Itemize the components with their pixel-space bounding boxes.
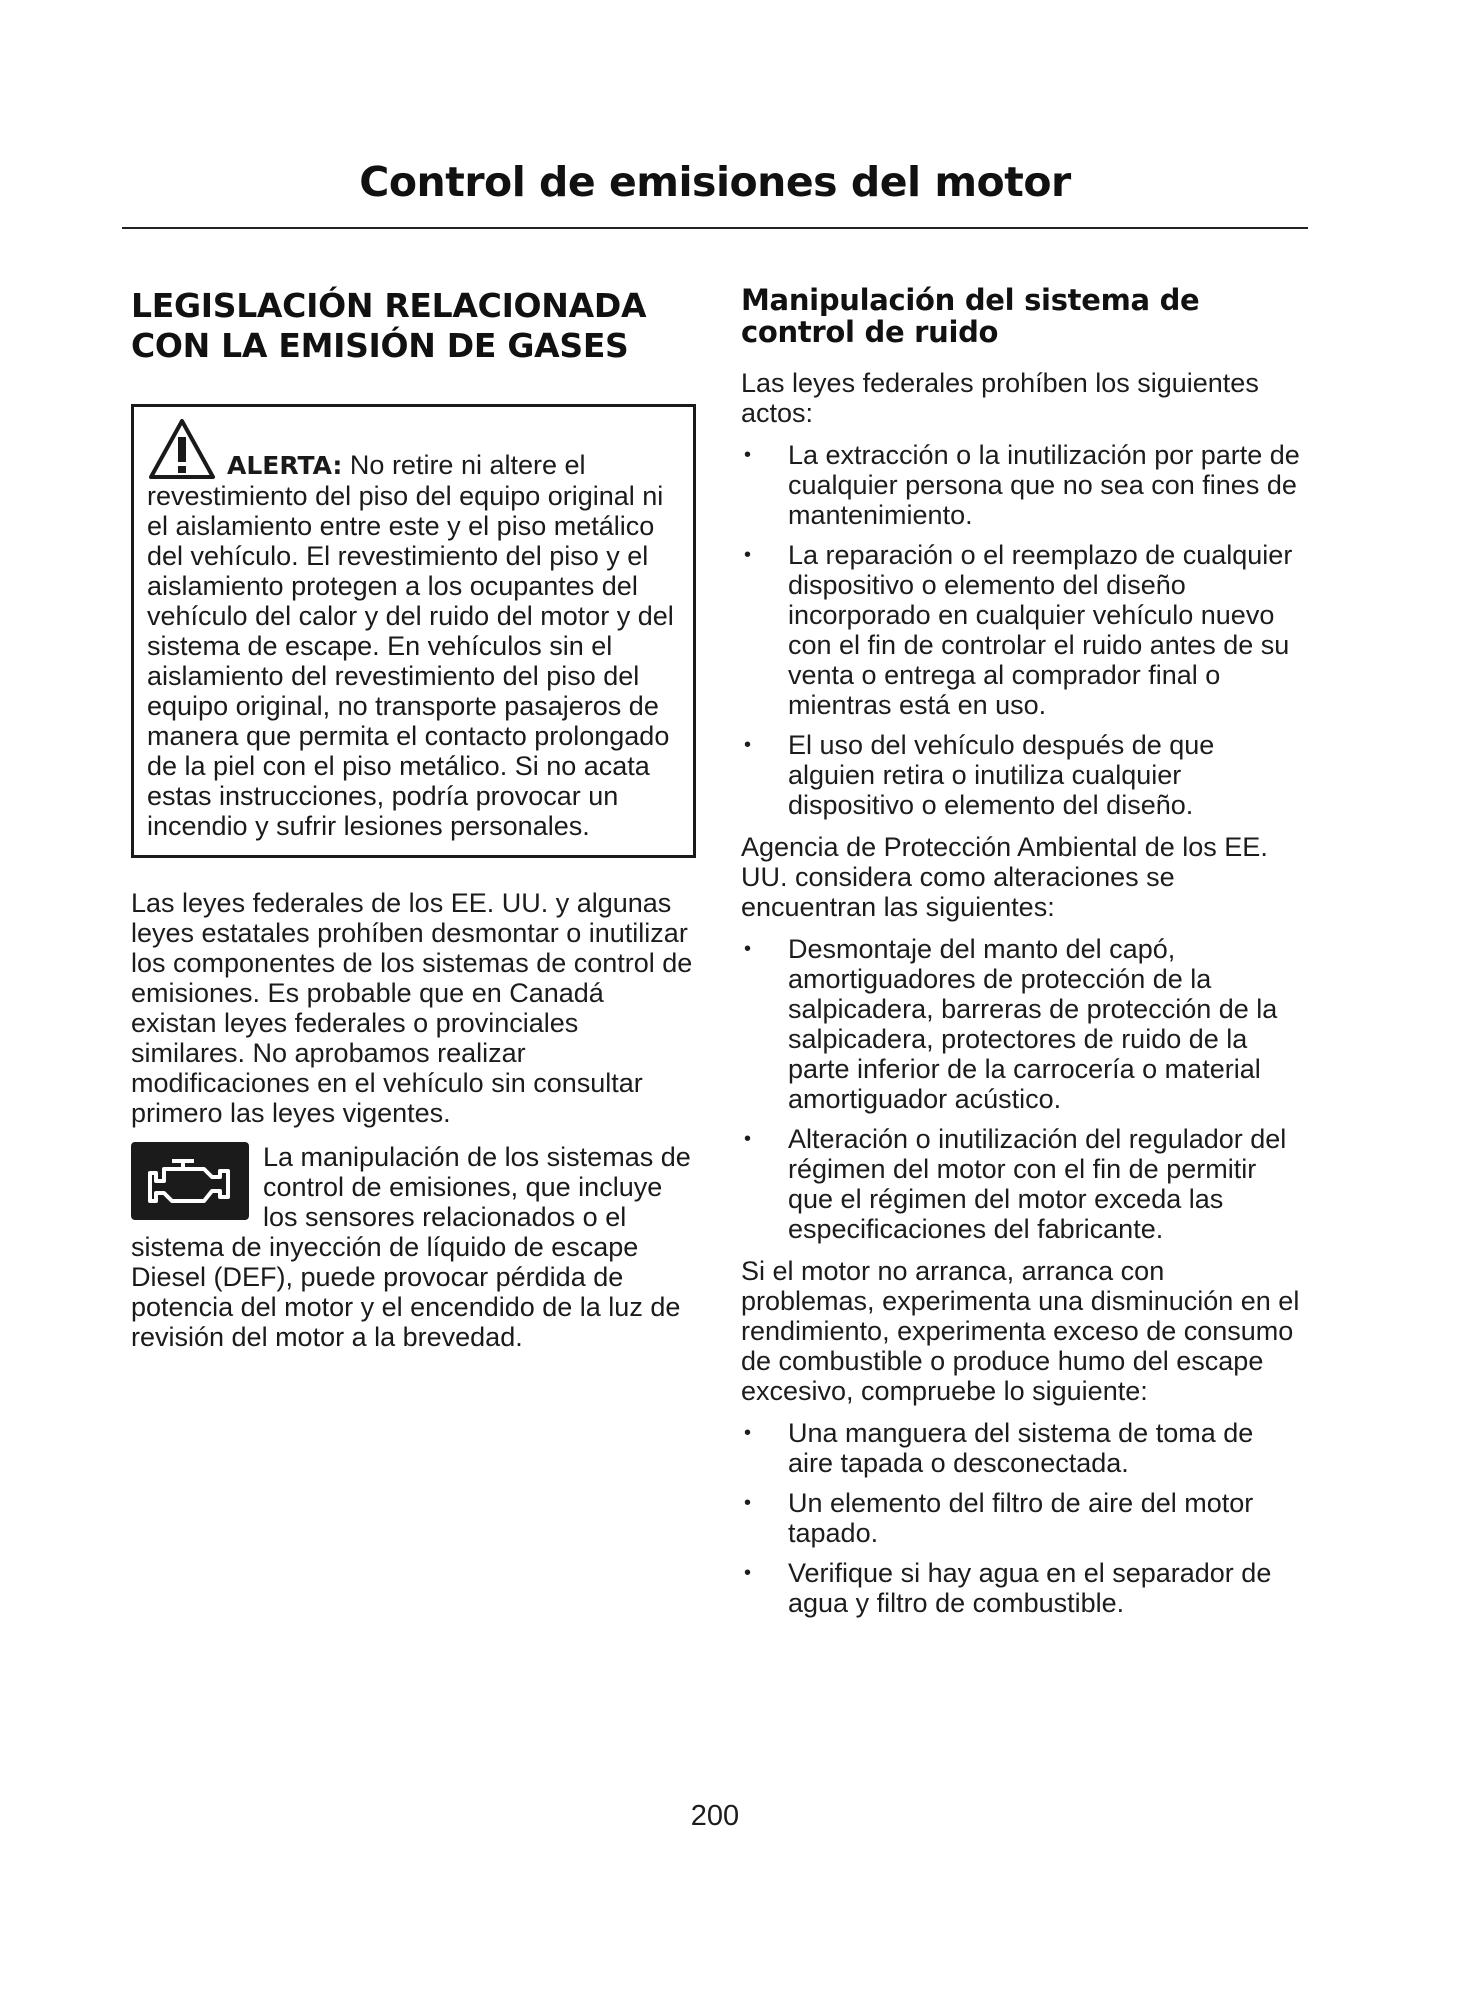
- troubleshoot-list: [741, 1418, 1303, 1618]
- bullet-icon: •: [744, 1492, 752, 1514]
- legislation-paragraph: Las leyes federales de los EE. UU. y algunas leyes estatales prohíben desmontar o inutilizar los componentes de los sistemas de control de emisiones. Es probable que en Canadá existan leyes federales o provinciales similares. No aprobamos realizar modificaciones en el vehículo sin consultar primero las leyes vigentes.: [131, 888, 693, 1128]
- bullet-icon: •: [744, 1422, 752, 1444]
- warning-text: revestimiento del piso del equipo original ni el aislamiento entre este y el piso metálico del vehículo. El revestimiento del piso y el aislamiento protegen a los ocupantes del vehículo del calor y del ruido del motor y del sistema de escape. En vehículos sin el aislamiento del revestimiento del piso del equipo original, no transporte pasajeros de manera que permita el contacto prolongado de la piel con el piso metálico. Si no acata estas instrucciones, podría provocar un incendio y sufrir lesiones personales.: [147, 481, 674, 841]
- troubleshoot-paragraph: Si el motor no arranca, arranca con problemas, experimenta una disminución en el rendimiento, experimenta exceso de consumo de combustible o produce humo del escape excesivo, compruebe lo siguiente:: [741, 1256, 1300, 1406]
- list-item: • Una manguera del sistema de toma de aire tapada o desconectada.: [744, 1418, 1254, 1478]
- list-item: • Un elemento del filtro de aire del motor tapado.: [744, 1488, 1254, 1548]
- bullet-icon: •: [744, 1562, 752, 1584]
- section-heading-noise-control: Manipulación del sistema de control de ruido: [741, 283, 1200, 349]
- list-item: • Alteración o inutilización del regulador del régimen del motor con el fin de permitir que el régimen del motor exceda las especificaciones del fabricante.: [744, 1124, 1287, 1244]
- section-heading-legislation: LEGISLACIÓN RELACIONADA CON LA EMISIÓN DE GASES: [131, 286, 647, 365]
- list-item: • La reparación o el reemplazo de cualquier dispositivo o elemento del diseño incorporado en cualquier vehículo nuevo con el fin de controlar el ruido antes de su venta o entrega al comprador final o mientras está en uso.: [744, 540, 1293, 720]
- prohibited-acts-list: [741, 440, 1303, 820]
- tampering-list: [741, 934, 1303, 1244]
- page-title: Control de emisiones del motor: [359, 158, 1071, 206]
- bullet-icon: •: [744, 544, 752, 566]
- bullet-icon: •: [744, 444, 752, 466]
- warning-label: ALERTA:: [227, 451, 343, 480]
- left-column: [131, 280, 696, 1352]
- warning-first-line: No retire ni altere el: [349, 450, 586, 480]
- right-column: [741, 280, 1303, 1630]
- bullet-icon: •: [744, 1128, 752, 1150]
- bullet-icon: •: [744, 734, 752, 756]
- engine-note: [131, 1142, 696, 1352]
- title-divider: [122, 227, 1308, 229]
- epa-paragraph: Agencia de Protección Ambiental de los EE. UU. considera como alteraciones se encuentran las siguientes:: [741, 832, 1268, 922]
- list-item: • Desmontaje del manto del capó, amortiguadores de protección de la salpicadera, barreras de protección de la salpicadera, protectores de ruido de la parte inferior de la carrocería o material amortiguador acústico.: [744, 934, 1278, 1114]
- list-item: • El uso del vehículo después de que alguien retira o inutiliza cualquier dispositivo o elemento del diseño.: [744, 730, 1215, 820]
- warning-triangle-icon: [147, 417, 217, 481]
- noise-intro: Las leyes federales prohíben los siguientes actos:: [741, 368, 1259, 428]
- bullet-icon: •: [744, 938, 752, 960]
- list-item: • La extracción o la inutilización por parte de cualquier persona que no sea con fines de mantenimiento.: [744, 440, 1300, 530]
- engine-note-text: La manipulación de los sistemas de control de emisiones, que incluye los sensores relacionados o el sistema de inyección de líquido de escape Diesel (DEF), puede provocar pérdida de potencia del motor y el encendido de la luz de revisión del motor a la brevedad.: [131, 1142, 691, 1352]
- warning-box: [131, 404, 696, 858]
- page-number: 200: [690, 1800, 740, 1832]
- list-item: • Verifique si hay agua en el separador de agua y filtro de combustible.: [744, 1558, 1272, 1618]
- check-engine-icon: [131, 1142, 249, 1220]
